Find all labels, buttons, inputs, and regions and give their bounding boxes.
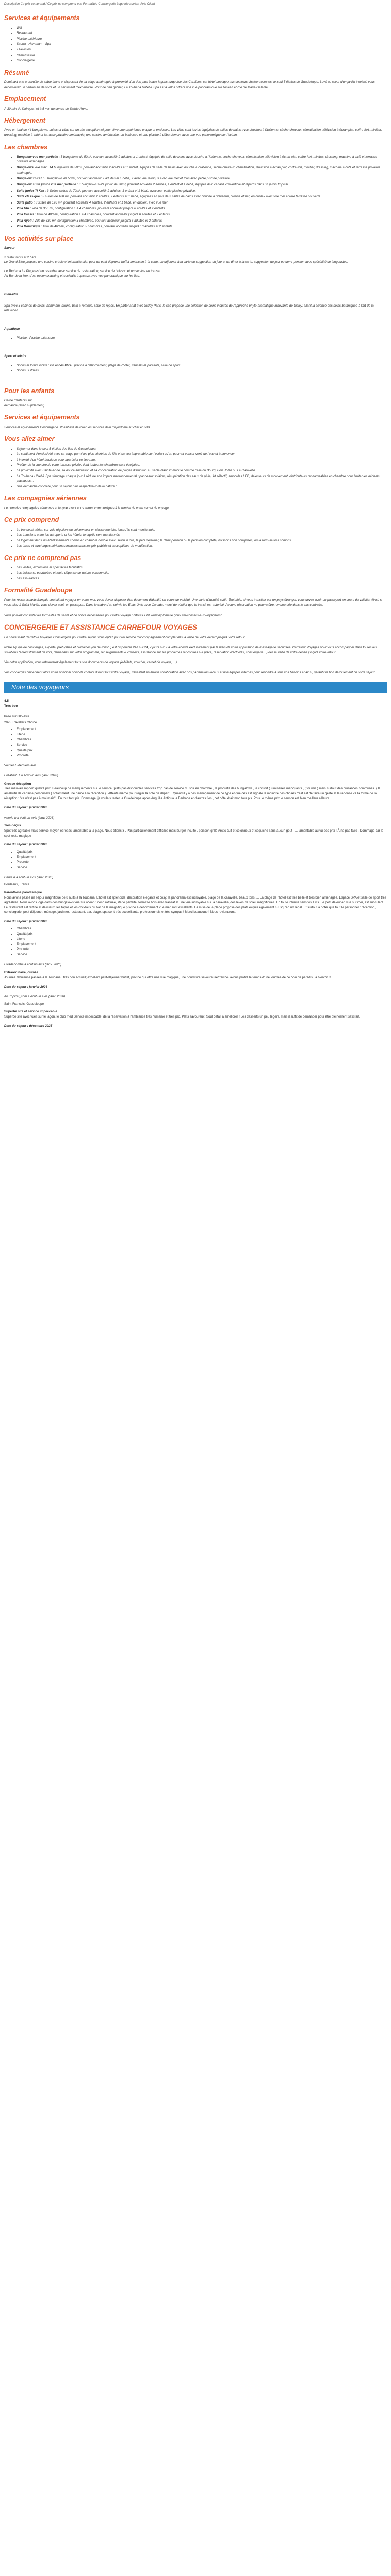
enfants-line: demande (avec supplément) xyxy=(4,403,45,408)
review-title: Très déçus xyxy=(4,824,21,828)
room-text: : Villa de 630 m², configuration 3 chambres, pouvant accueillir jusqu'à 6 adultes et 2 enfants. xyxy=(31,218,163,223)
bienetre-label: Bien-être xyxy=(4,293,18,297)
list-item: • Les assurances. xyxy=(17,576,387,581)
list-item: • Le transport aérien sur vols réguliers ou vol low cost en classe touriste, lorsqu'ils sont mentionnés. xyxy=(17,528,387,533)
review-item xyxy=(4,994,387,1028)
list-item: • Restaurant xyxy=(17,31,387,36)
rating-count: basé sur 805 Avis xyxy=(4,715,29,719)
room-label: Suite classique xyxy=(17,195,40,199)
supplementaires-heading: Services et équipements xyxy=(4,414,80,421)
list-item: • Les taxes et surcharges aériennes incluses dans les prix publiés et susceptibles de modification. xyxy=(17,544,387,549)
review-author: Loladebomb4 xyxy=(4,962,24,967)
review-author-line xyxy=(4,875,387,880)
review-location: Bordeaux, France xyxy=(4,883,30,887)
sport-list xyxy=(4,363,387,374)
room-label: Suite patio xyxy=(17,200,33,205)
hotel-description-page xyxy=(0,0,391,1033)
formalites-heading: Formalité Guadeloupe xyxy=(4,587,72,595)
saveur-label: Saveur xyxy=(4,246,15,250)
conciergerie-text: Via notre application, vous retrouverez également tous vos documents de voyage (e-billets, voucher, carnet de voyage, ...) xyxy=(4,660,177,665)
list-item: • Profiter de la vue depuis votre terrasse privée, dont toutes les chambres sont équipées. xyxy=(17,463,387,468)
saveur-line: Au Bar de la Mer, c'est option snacking et cocktails tropicaux avec vue panoramique sur les îles. xyxy=(4,274,140,278)
sport-label: Sport et loisirs xyxy=(4,354,27,359)
hebergement-heading: Hébergement xyxy=(4,117,45,125)
list-item: • Service xyxy=(17,743,387,748)
aquatique-list xyxy=(4,336,387,341)
list-item xyxy=(17,200,387,206)
sport-bold: En accès libre xyxy=(50,363,72,367)
list-item xyxy=(17,363,387,368)
list-item: • Chambres xyxy=(17,926,387,931)
list-item: • Sauna - Hammam - Spa xyxy=(17,42,387,47)
list-item: • Piscine : Piscine extérieure xyxy=(17,336,387,341)
list-item: • Climatisation xyxy=(17,53,387,58)
list-item: • Literie xyxy=(17,732,387,737)
reviews-banner: Note des voyageurs xyxy=(4,682,387,694)
list-item: • Literie xyxy=(17,937,387,942)
review-item xyxy=(4,816,387,870)
review-meta: a écrit un avis (janv. 2026) xyxy=(16,816,55,820)
review-author: Elizabeth T xyxy=(4,774,20,778)
hebergement-text: Avec un total de 44 bungalows, suites et villas sur un site exceptionnel pour vivre une expérience unique et exclusive. Les villas sont toutes équipées de salles de bains avec douches à l'italienne, sèche-cheveux, climatisation, télévision à écran plat, coffre-fort, minibar, dressing, machine à café et terrasse privative aménagée, une cuisine américaine, un barbecue et une piscine à débordement avec une vue panoramique sur l'océan. xyxy=(4,128,382,137)
review-title: Extraordinaire journée xyxy=(4,971,39,975)
review-date: Date du séjour : janvier 2026 xyxy=(4,843,47,847)
review-location: Saint-François, Guadeloupe xyxy=(4,1002,44,1006)
review-author: AirTropical_com xyxy=(4,995,27,999)
review-title: Superbe site et service impeccable xyxy=(4,1010,57,1014)
list-item: • Chambres xyxy=(17,737,387,742)
room-label: Bungalow Ti Kaz xyxy=(17,177,42,181)
list-item xyxy=(17,218,387,224)
necomprend-heading: Ce prix ne comprend pas xyxy=(4,554,82,562)
rating-quality: Très bon xyxy=(4,704,18,708)
review-text: Très mauvais rapport qualité prix. Beaucoup de manquements sur le service (plats pas disponibles services trop pas de service du soir en chambre , la propreté des bungalows , le confort ( luminaires manquants , ( fournis ) mais surtout des nuisances communes. ( Il amabilité de certains personnels ( notamment une dame à la réception ) . Attente même pour régler la note de départ ...Quand il y a des management de ce type et que ces est signalé la moindre des choses c'est est de faire un geste et la réponse va la forme de la réception : "ce n'est pas à moi mais" . En tout tant pis. Dommage, je voulais tester la Guadeloupe après Anguilla Antigua la Barbade et d'autres îles , cet hôtel était mon tour pis. Pour le même prix le service est bien meilleur ailleurs. xyxy=(4,787,380,801)
list-item xyxy=(17,368,387,374)
list-item: • Wifi xyxy=(17,26,387,31)
rating-features xyxy=(4,727,387,758)
compagnies-text: Le nom des compagnies aériennes et le type exact vous seront communiqués à la remise de votre carnet de voyage xyxy=(4,506,169,510)
room-text: : Villa de 460 m², configuration 5 chambres, pouvant accueillir jusqu'à 10 adultes et 2 enfants. xyxy=(40,225,173,229)
list-item: • La proximité avec Sainte-Anne, sa douce animation et sa concentration de plages disruption au sable blanc immaculé comme celle du Bourg, Bois Jolan ou La Caravelle. xyxy=(17,468,387,473)
list-item xyxy=(17,189,387,194)
review-meta: a écrit un avis (janv. 2026) xyxy=(20,774,58,778)
reviews-section xyxy=(4,699,387,1028)
room-text: : 14 bungalows de 50m², pouvant accueillir 2 adultes et 1 enfant, équipés de salle de bains avec douche à l'italienne, sèche-cheveux, climatisation, télévision à écran plat, coffre-fort, minibar, dressing, machine à café et terrasse privative aménagée. xyxy=(17,166,380,175)
list-item: • Qualité/prix xyxy=(17,931,387,937)
conciergerie-heading: CONCIERGERIE ET ASSISTANCE CARREFOUR VOYAGES xyxy=(4,623,198,632)
sport-text: Sports et loisirs inclus : xyxy=(17,363,50,367)
aquatique-label: Aquatique xyxy=(4,327,20,331)
room-label: Villa Dominique xyxy=(17,225,41,229)
conciergerie-text: Vos concierges deviennent alors votre principal point de contact durant tout votre voyage, travaillant en étroite collaboration avec nos partenaires locaux et nos équipes internes pour répondre à tous vos besoins et ainsi, garantir le bon déroulement de votre séjour. xyxy=(4,671,376,675)
rating-score: 4.5 xyxy=(4,699,9,703)
review-meta: a écrit un avis (janv. 2026) xyxy=(27,995,66,999)
formalites-text: Pour les ressortissants français souhaitant voyager en outre-mer, vous devez disposer d'un document d'identité en cours de validité. Une carte d'identité suffit. Toutefois, si vous transitez par un pays étranger, vous devez avoir un passeport en cours de validité. Ainsi, si vous allez à Saint-Martin, vous devez avoir un passeport. Dans le cadre d'un vol via les Etats-Unis ou le Canada, merci de vérifier que le transit est autorisé. Aucune réservation ne pourra être remboursée dans le cas contraire. xyxy=(4,598,382,607)
list-item: • Emplacement xyxy=(17,942,387,947)
list-item: • Propreté xyxy=(17,947,387,952)
review-meta: a écrit un avis (janv. 2026) xyxy=(23,962,62,967)
sport-text: Sports : Fitness xyxy=(17,369,39,373)
list-item: • Service xyxy=(17,952,387,957)
review-item xyxy=(4,773,387,810)
review-date: Date du séjour : janvier 2026 xyxy=(4,806,47,810)
sport-rest: : piscine à débordement, plage de l'hôtel, transats et parasols, salle de sport. xyxy=(71,363,181,367)
saveur-line: Le Grand Bleu propose une cuisine créole et internationale, pour un petit-déjeuner buffet américain à la carte, un déjeuner à la carte ou suggestion du jour et un dîner à la carte, suggestion du jour ou demi-pension avec spécialité de langoustes. xyxy=(4,260,348,264)
services-heading: Services et équipements xyxy=(4,14,80,22)
review-tags xyxy=(4,926,387,957)
review-text: Superbe site avec vues sur le lagon, le club med Service impeccable, de la réservation à l'ambiance très humaine et très pro. Plats savoureux. Soul détail à améliorer ! Les desserts un peu légers, mais il suffit de demander pour être pleinement satisfait. xyxy=(4,1014,360,1019)
room-text: : 5 bungalows de 50m², pouvant accueillir 2 adultes et 1 enfant, équipés de salle de bains avec douche à l'italienne, sèche-cheveux, climatisation, télévision à écran plat, coffre-fort, minibar, dressing, machine à café et terrasse privative aménagée. xyxy=(17,155,377,164)
room-text: : 5 suites de 108 m², pouvant accueillir 2 adultes, 2 enfants et 1 bébé, équipées en plus de 2 salles de bains avec douche à l'italienne, cuisine et bar, en duplex avec vue mer et une terrasse couverte. xyxy=(40,195,321,199)
review-author-line xyxy=(4,773,387,778)
review-author-line xyxy=(4,962,387,968)
saveur-line: Le Toubana La Plage est un resto/bar avec service de restauration, service de boisson et un service au transat. xyxy=(4,269,161,273)
compagnies-heading: Les compagnies aériennes xyxy=(4,495,87,502)
list-item xyxy=(17,194,387,199)
review-meta: a écrit un avis (janv. 2026) xyxy=(15,875,54,879)
necomprend-list xyxy=(4,565,387,581)
emplacement-text: À 30 min de l'aéroport et à 5 min du centre de Sainte-Anne. xyxy=(4,107,88,111)
list-item: • Propreté xyxy=(17,753,387,758)
review-tags xyxy=(4,850,387,870)
list-item: • Qualité/prix xyxy=(17,850,387,855)
list-item: • Le sentiment d'exclusivité avec sa plage parmi les plus sécrètes de l'île et sa vue imprenable sur l'océan qu'on pourrait penser venir de l'eau et à annoncer xyxy=(17,452,387,457)
review-author: valerie b xyxy=(4,816,17,820)
review-date: Date du séjour : janvier 2026 xyxy=(4,919,47,923)
room-text: : 3 bungalows suite junior de 70m², pouvant accueillir 2 adultes, 1 enfant et 1 bébé, équipés d'un canapé convertible et répartis dans un jardin tropical. xyxy=(76,182,289,187)
list-item: • Les boissons, pourboires et toute dépense de nature personnelle. xyxy=(17,571,387,576)
room-text: : Villa de 350 m², configuration 1 à 4 chambres, pouvant accueillir jusqu'à 8 adultes et 2 enfants. xyxy=(29,207,166,211)
review-text: Journée fabuleuse passée à la Toubana...très bon accueil; excellent petit-déjeuner buffet, piscine qui offre une vue magique, une nourriture savoureuse/fraiche, avons profité le temps d'une journée de ce coin de paradis...à bientôt !!! xyxy=(4,975,331,979)
list-item: • Les transferts entre les aéroports et les hôtels, lorsqu'ils sont mentionnés. xyxy=(17,533,387,538)
emplacement-heading: Emplacement xyxy=(4,95,46,103)
list-item xyxy=(17,155,387,164)
see-last-reviews-link[interactable]: Voir les 5 derniers avis xyxy=(4,764,37,768)
chambres-list xyxy=(4,155,387,229)
bienetre-text: Spa avec 3 cabines de soins, hammam, sauna, bain à remous, salle de repos. En partenariat avec Sisley Paris, le spa propose une sélection de soins inspirés de l'approche phyto-aromatique innovante de Sisley, allant la science des soins botaniques à l'art de la relaxation. xyxy=(4,303,374,313)
list-item: • Propreté xyxy=(17,860,387,865)
review-text: Nous avons passé un séjour magnifique de 8 nuits à la Toubana. L'hôtel est splendide, décoration élégante et cosy, la panorama est incroyable, plage de la caravelle, beaux tons..... La plage de l'hôtel est très belle et très bien aménagée. Espace SPA et salle de sport très agréables. Nous avons logé dans des bungalows vue sur océan : déco raffinée, literie parfaite, terrasse bois avec transat et une vue incroyable sur la caravelle, des levés de soleil magnifiques. En toute intimité sans vis à vis. Le petit déjeuner, vue sur mer, est succulent. Le restaurant est raffiné et délicieux, les tapas et les cocktails du bar de la magnifique piscine à débordement vue mer sont excellents. La mise de la plage propose des plats exquis également ! Jusqu'en un régal. Et surtout à noter que tout le personnel : réception, conciergerie, petit déjeuner, ménage, jardinier, restaurant, bar, plage, spa sont très accueillants, professionnels et très sympas ! Merci beaucoup ! Nous reviendrons. xyxy=(4,895,386,914)
list-item xyxy=(17,182,387,188)
room-text: : 3 Suites suites de 70m², pouvant accueillir 2 adultes, 1 enfant et 1 bébé, avec leur petite piscine privative. xyxy=(44,189,196,193)
aimerez-list xyxy=(4,447,387,489)
comprend-list xyxy=(4,528,387,549)
room-label: Villa Utu xyxy=(17,207,29,211)
review-title: Parenthèse paradisiaque xyxy=(4,890,42,894)
list-item: • Télévision xyxy=(17,47,387,53)
list-item: • Une démarche concrète pour un séjour plus respectueux de la nature ! xyxy=(17,484,387,489)
review-item xyxy=(4,962,387,989)
list-item xyxy=(17,206,387,211)
formalites-link-text[interactable]: Vous pouvez consulter les formalités de santé et de police nécessaires pour votre voyage : http://XXXX.www.diplomatie.gouv.fr/fr/conseils-aux-voyageurs/ xyxy=(4,613,222,617)
room-text: : 5 bungalows de 50m², pouvant accueillir 2 adultes et 1 bébé, 2 avec vue jardin, 3 avec vue mer et tous avec petite piscine privative. xyxy=(42,177,231,181)
conciergerie-text: En choisissant Carrefour Voyages Conciergerie pour votre séjour, vous optez pour un service d'accompagnement complet dès la veille de votre départ jusqu'à votre retour. xyxy=(4,635,246,639)
enfants-heading: Pour les enfants xyxy=(4,387,55,395)
services-list xyxy=(4,26,387,63)
chambres-heading: Les chambres xyxy=(4,143,48,151)
room-label: Bungalows vue mer xyxy=(17,166,47,170)
comprend-heading: Ce prix comprend xyxy=(4,516,59,524)
activites-heading: Vos activités sur place xyxy=(4,234,74,242)
list-item: • Service xyxy=(17,865,387,870)
conciergerie-text: Notre équipe de concierges, experte, préhysbée et humaines (ou de robot !) est disponible 24h sur 24, 7 jours sur 7 à votre écoute exclusivement par le biais de votre application de messagerie sécurisée. Carrefour Voyages pour vous accompagner dans toutes les situations (enregistrement de vols, demandes sur votre programme, renseignements & conseils, assistance sur les problèmes rencontrés sur place, réservation d'activités, conciergerie…) dès la veille de votre départ jusqu'à votre retour. xyxy=(4,646,377,654)
list-item xyxy=(17,224,387,229)
aimerez-heading: Vous allez aimer xyxy=(4,435,55,443)
room-label: Bungalow vue mer partielle xyxy=(17,155,58,159)
list-item: • Séjourner dans le seul 5 étoiles des îles de Guadeloupe. xyxy=(17,447,387,452)
list-item: • Qualité/prix xyxy=(17,748,387,753)
tab-strip-text: Description Ce prix comprend / Ce prix ne comprend pas Formalités Conciergerie Logo trip advisor Avis Client xyxy=(4,3,155,6)
resume-text: Dominant une presqu'île de sable blanc et disposant de sa plage aménagée à proximité d'un des plus beaux lagons turquoise des Caraïbes, cet hôtel-boutique aux couleurs chaleureuses est le seul 5 étoiles de Guadeloupe. Lové au cœur d'un jardin tropical, vous découvrirez un certain art de vivre et un sentiment d'exclusivité. Pour ne rien gâcher, La Toubana Hôtel & Spa est à vélos offrent une vue panoramique sur l'océan et l'île de Marie-Galante. xyxy=(4,80,375,89)
saveur-line: 2 restaurants et 2 bars. xyxy=(4,255,37,259)
resume-heading: Résumé xyxy=(4,69,29,76)
list-item xyxy=(17,165,387,175)
list-item: • Emplacement xyxy=(17,727,387,732)
supplementaires-text: Services et équipements Conciergerie. Possibilité de louer les services d'un majordome au chef en villa. xyxy=(4,425,151,429)
list-item: • La Toubana Hôtel & Spa s'engage chaque jour à réduire son impact environnemental : panneaux solaires, récupération des eaux de pluie, kit sélectif, ampoules LED, délecteurs de mouvement, distributeurs rechargeables en chambre pour limiter les déchets plastiques… xyxy=(17,474,387,484)
review-author-line xyxy=(4,816,387,821)
enfants-line: Garde d'enfants sur xyxy=(4,399,32,403)
list-item: • Emplacement xyxy=(17,855,387,860)
list-item xyxy=(17,176,387,181)
list-item: • Le logement dans les établissements choisis en chambre double avec, selon le cas, le petit déjeuner, la demi-pension ou la pension complète, boissons non comprises, ou la formule tout compris. xyxy=(17,538,387,544)
list-item: • L'intimité d'un hôtel-boutique pour apprécier ce lieu rare. xyxy=(17,457,387,463)
list-item xyxy=(17,212,387,217)
list-item: • Les visites, excursions et spectacles facultatifs. xyxy=(17,565,387,570)
review-title: Grosse déception xyxy=(4,782,31,786)
award-label: 2025 Travellers Choice xyxy=(4,720,37,724)
review-date: Date du séjour : décembre 2025 xyxy=(4,1024,53,1028)
review-date: Date du séjour : janvier 2026 xyxy=(4,985,47,989)
room-text: : Villa de 400 m², configuration 1 à 4 chambres, pouvant accueillir jusqu'à 8 adultes et 2 enfants. xyxy=(34,212,171,216)
list-item: • Piscine extérieure xyxy=(17,37,387,42)
room-label: Villa Ayoti xyxy=(17,218,32,223)
room-label: Bungalow suite junior vue mer partielle xyxy=(17,182,76,187)
review-item xyxy=(4,875,387,957)
review-author-line xyxy=(4,994,387,999)
room-text: : 8 suites de 126 m², pouvant accueillir 4 adultes, 2 enfants et 1 bébé, en duplex, avec vue mer. xyxy=(32,200,169,205)
room-label: Villa Cassis xyxy=(17,212,35,216)
room-label: Suite junior Ti Kaz xyxy=(17,189,44,193)
review-text: Spot très agréable mais service moyen et repas lamentable à la plage. Nous étions 3 . Pas particulièrement difficiles mais burger incuite , poisson grillé Arctic cuit et colonneux et coquiche sans aucun goût , ... lamentable au vu des prix ! À ne pas faire . Dommage car le spot reste magique xyxy=(4,828,384,838)
list-item: • Conciergerie xyxy=(17,58,387,63)
review-author: Denis A xyxy=(4,875,15,879)
